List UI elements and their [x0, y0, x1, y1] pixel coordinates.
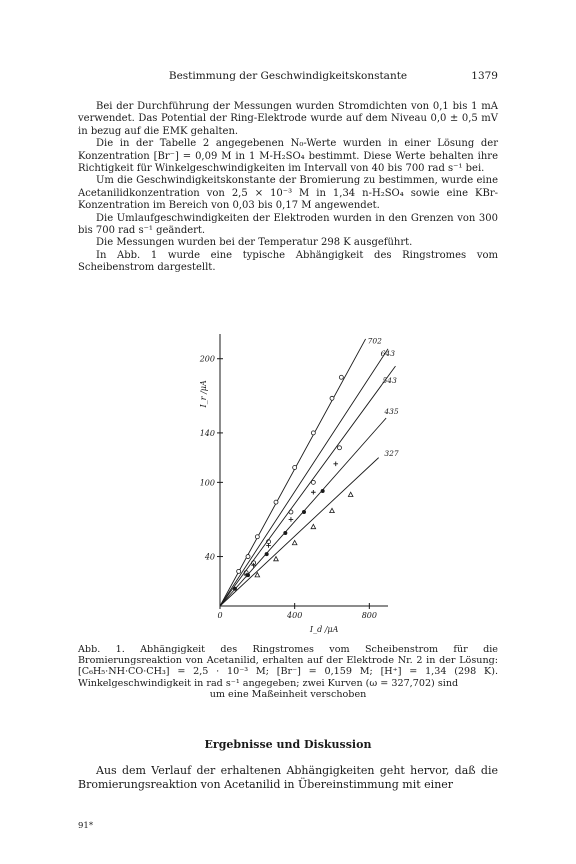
data-point: [302, 510, 306, 514]
data-point: [274, 557, 279, 561]
series-label-702: 702: [367, 336, 382, 346]
y-tick-label: 100: [199, 478, 215, 488]
data-point: [292, 540, 297, 544]
data-point: [283, 531, 287, 535]
footer-signature: 91*: [78, 821, 94, 831]
figure-caption: [78, 644, 498, 700]
data-point: [311, 524, 316, 528]
paragraph: In Abb. 1 wurde eine typische Abhängigkeit des Ringstromes vom Scheibenstrom dargestellt.: [78, 249, 498, 274]
data-point: [237, 569, 241, 573]
section-text: [78, 764, 498, 792]
data-point: [293, 466, 297, 470]
series-line-543: [220, 366, 395, 606]
data-point: [233, 587, 237, 591]
data-point: [348, 492, 353, 496]
data-point: [321, 489, 325, 493]
caption-text: Abb. 1. Abhängigkeit des Ringstromes vom Scheibenstrom für die Bromierungsreaktion von Acetanilid, erhalten auf der Elektrode Nr. 2 in der Lösung: [C₆H₅·NH·CO·CH₃] = 2,5 · 10⁻³ M; [Br⁻] = 0,159 M; [H⁺] = 1,34 (298 K). Winkelgeschwindigkeit in rad s⁻¹ angegeben; zwei Kurven (ω = 327,702) sind: [78, 644, 498, 689]
data-point: [255, 535, 259, 539]
data-point: [265, 552, 269, 556]
series-line-702: [220, 339, 366, 606]
x-axis-label: I_d /μA: [309, 625, 339, 634]
series-label-435: 435: [384, 406, 399, 416]
x-tick-label: 400: [287, 611, 303, 620]
series-label-543: 543: [382, 375, 397, 385]
y-tick-label: 200: [199, 354, 215, 364]
data-point: [330, 396, 334, 400]
paragraph: Um die Geschwindigkeitskonstante der Bromierung zu bestimmen, wurde eine Acetanilidkonzentration von 2,5 × 10⁻³ M in 1,34 n-H₂SO₄ sowie eine KBr-Konzentration im Bereich von 0,03 bis 0,17 M angewendet.: [78, 175, 498, 212]
y-axis-label: I_r /μA: [199, 380, 208, 408]
data-point: [311, 431, 315, 435]
series-label-643: 643: [380, 348, 395, 358]
data-point: [333, 462, 338, 467]
page-number: 1379: [471, 70, 498, 82]
x-tick-label: 800: [361, 611, 377, 620]
data-point: [255, 573, 260, 577]
series-line-643: [220, 349, 388, 606]
chart-svg: [150, 326, 410, 638]
body-text: [78, 101, 498, 275]
series-line-327: [220, 458, 379, 606]
data-point: [337, 446, 341, 450]
y-tick-label: 140: [199, 428, 215, 438]
header-title: Bestimmung der Geschwindigkeitskonstante: [168, 70, 408, 82]
section-paragraph: Aus dem Verlauf der erhaltenen Abhängigkeiten geht hervor, daß die Bromierungsreaktion von Acetanilid in Übereinstimmung mit einer: [78, 764, 498, 791]
x-tick-label: 0: [217, 611, 223, 620]
data-point: [274, 500, 278, 504]
data-point: [339, 375, 343, 379]
section-title: Ergebnisse und Diskussion: [204, 738, 372, 751]
y-tick-label: 40: [204, 552, 215, 562]
series-label-327: 327: [384, 448, 399, 458]
paragraph: Die in der Tabelle 2 angegebenen N₀-Werte wurden in einer Lösung der Konzentration [Br⁻] = 0,09 M in 1 M-H₂SO₄ bestimmt. Diese Werte behalten ihre Richtigkeit für Winkelgeschwindigkeiten im Intervall von 40 bis 700 rad s⁻¹ bei.: [78, 138, 498, 175]
figure-chart: [150, 326, 410, 638]
data-point: [330, 508, 335, 512]
paragraph: Die Umlaufgeschwindigkeiten der Elektroden wurden in den Grenzen von 300 bis 700 rad s⁻¹ geändert.: [78, 212, 498, 237]
data-point: [246, 555, 250, 559]
data-point: [311, 490, 316, 495]
paragraph: Bei der Durchführung der Messungen wurden Stromdichten von 0,1 bis 1 mA verwendet. Das Potential der Ring-Elektrode wurde auf dem Niveau 0,0 ± 0,5 mV in bezug auf die EMK gehalten.: [78, 101, 498, 137]
data-point: [289, 517, 294, 522]
paragraph: Die Messungen wurden bei der Temperatur 298 K ausgeführt.: [96, 237, 413, 249]
running-header: [78, 70, 498, 86]
caption-last-line: um eine Maßeinheit verschoben: [209, 688, 367, 700]
data-point: [266, 543, 271, 548]
data-point: [246, 573, 250, 577]
